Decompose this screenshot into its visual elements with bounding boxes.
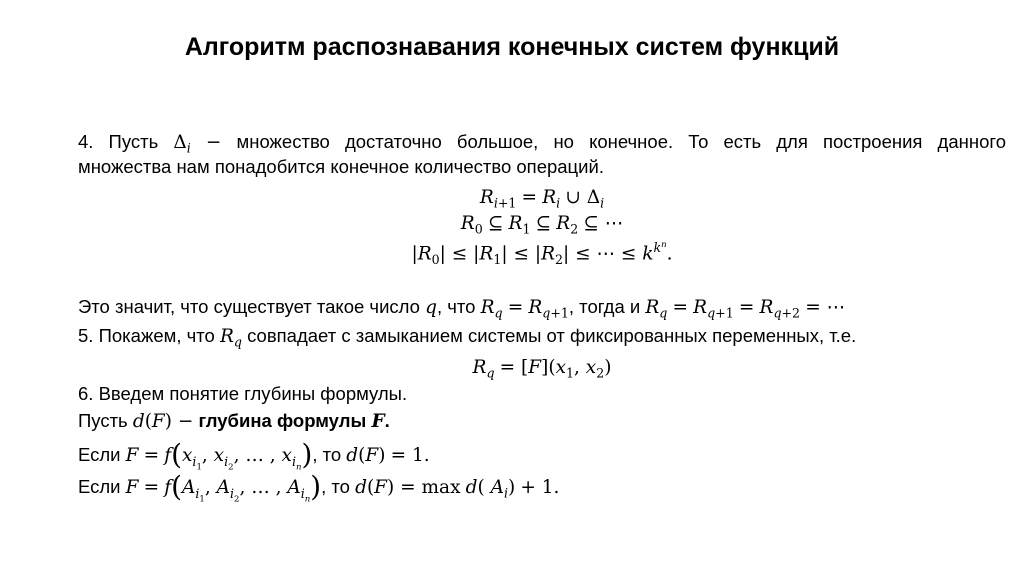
exists-line: Это значит, что существует такое число q, что $R_q = R_{q+1}$, тогда и $R_q = R_{q+1} = R_{q+2}$ = ⋯ bbox=[78, 296, 846, 321]
p6-line: 6. Введем понятие глубины формулы. bbox=[78, 383, 408, 404]
equation-closure: $R_q = [F](x_1$, $x_2$) bbox=[472, 357, 612, 381]
slide-title: Алгоритм распознавания конечных систем функций bbox=[184, 33, 840, 61]
equation-cardinality: $|R_0| \le |R_1| \le |R_2|$ ≤ ⋯ ≤ $k^{k^n}$. bbox=[411, 240, 673, 268]
let-line: Пусть d(F) − глубина формулы F. bbox=[78, 410, 390, 432]
if2-line: Если $F = f(A_{i_1}$, $A_{i_2}$, … , $A_{i_n}$), то d(F) = max d( $A_i) + 1$. bbox=[78, 470, 560, 505]
equation-recurrence: $R_{i+1} = R_i$ ∪ $\Delta_i$ bbox=[479, 187, 605, 211]
p4-line1: 4. Пусть $\Delta_i$ − множество достаточно большое, но конечное. То есть для построения данного bbox=[78, 131, 1006, 156]
if1-line: Если $F = f(x_{i_1}$, $x_{i_2}$, … , $x_{i_n}$), то d(F) = 1. bbox=[78, 438, 430, 473]
p5-line: 5. Покажем, что $R_q$ совпадает с замыканием системы от фиксированных переменных, т.е. bbox=[78, 325, 857, 350]
p4-line2: множества нам понадобится конечное количество операций. bbox=[78, 156, 604, 177]
equation-chain: $R_0$ ⊆ $R_1$ ⊆ $R_2$ ⊆ ⋯ bbox=[460, 213, 624, 237]
